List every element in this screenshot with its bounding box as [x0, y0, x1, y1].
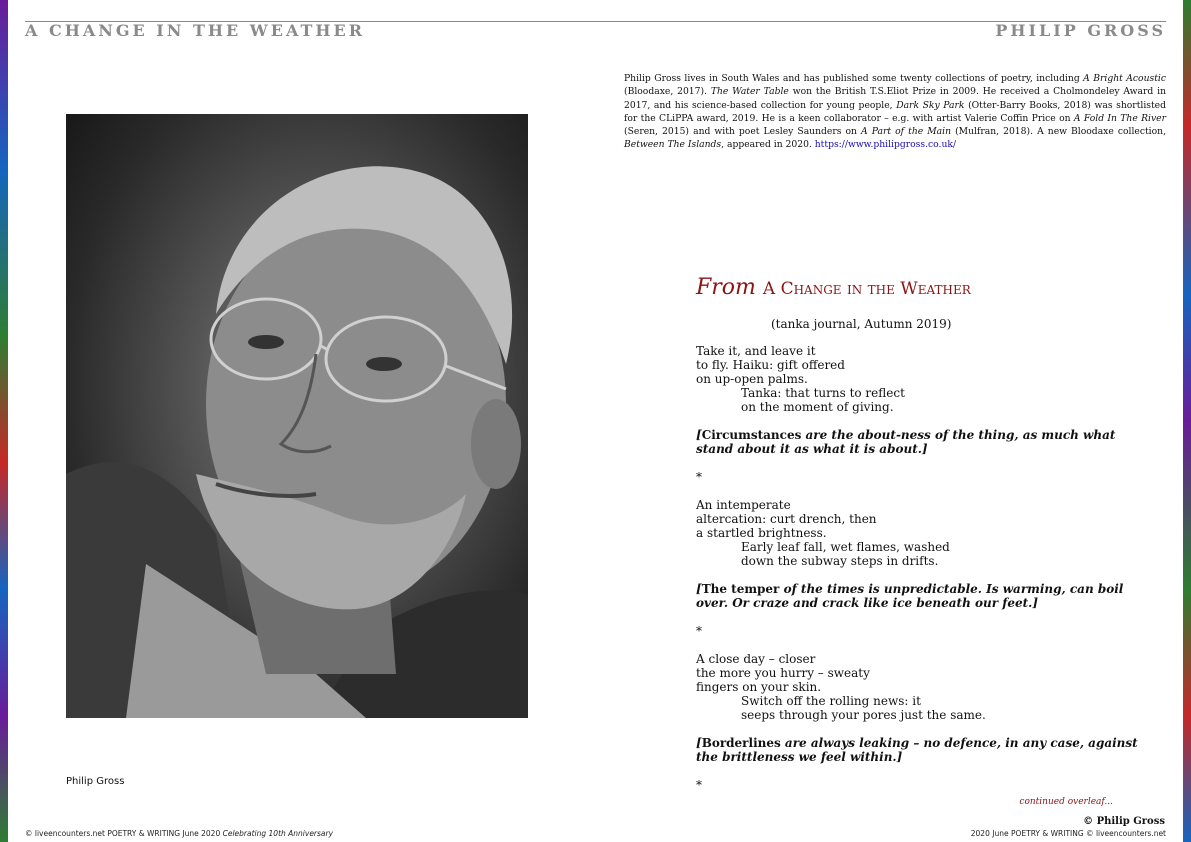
bio-text: (Seren, 2015) and with poet Lesley Saunders on	[624, 126, 862, 138]
copyright-notice: © Philip Gross	[1083, 816, 1165, 827]
stanza-separator: *	[696, 470, 702, 484]
poem-line: An intemperate	[696, 498, 791, 512]
poem-title-main: A Change in the Weather	[762, 279, 971, 299]
bio-book-title: Dark Sky Park	[896, 99, 965, 111]
photo-caption: Philip Gross	[66, 776, 125, 787]
bio-text: Philip Gross lives in South Wales and has published some twenty collections of poetry, including	[624, 73, 1084, 84]
poem-title	[696, 275, 971, 300]
poem-line: down the subway steps in drifts.	[741, 554, 939, 568]
poem-line: Take it, and leave it	[696, 344, 816, 358]
poem-line: fingers on your skin.	[696, 680, 822, 694]
bio-text: won the British T.S.Eliot Prize in 2009. He received a Cholmondeley Award in 2017, and his science-based collection for young people,	[624, 86, 1166, 111]
bio-text: , appeared in 2020.	[721, 139, 815, 151]
bio-book-title: A Bright Acoustic	[1083, 73, 1166, 84]
poem-note-text: are always leaking – no defence, in any case, against the brittleness we feel within.]	[696, 736, 1138, 764]
stanza-separator: *	[696, 624, 702, 638]
stanza-separator: *	[696, 778, 702, 792]
bio-text: (Mulfran, 2018). A new Bloodaxe collection,	[951, 126, 1166, 138]
footer-left	[25, 829, 333, 838]
header-title-right: PHILIP GROSS	[995, 21, 1166, 40]
poem-title-from: From	[696, 275, 756, 300]
bio-text: (Otter-Barry Books, 2018) was shortlisted for the CLiPPA award, 2019. He is a keen collaborator – e.g. with artist Valerie Coffin Price on	[624, 99, 1166, 124]
poem-note-text: are the about-ness of the thing, as much what stand about it as what it is about.]	[696, 428, 1116, 456]
poem-line: on up-open palms.	[696, 372, 808, 386]
poem-line: the more you hurry – sweaty	[696, 666, 870, 680]
bio-book-title: A Part of the Main	[861, 126, 952, 138]
right-edge-decoration	[1183, 0, 1191, 842]
author-bio	[624, 72, 1166, 152]
poem-line: Early leaf fall, wet flames, washed	[741, 540, 950, 554]
poem-note: [Circumstances are the about-ness of the thing, as much what stand about it as what it is about.]	[696, 428, 1116, 456]
author-website-link[interactable]: https://www.philipgross.co.uk/	[814, 139, 957, 151]
poem-line: a startled brightness.	[696, 526, 827, 540]
continued-overleaf-note: continued overleaf...	[1019, 797, 1113, 807]
poem-line: altercation: curt drench, then	[696, 512, 877, 526]
poem-note: [Borderlines are always leaking – no defence, in any case, against the brittleness we feel within.]	[696, 736, 1138, 764]
bio-book-title: A Fold In The River	[1073, 112, 1166, 124]
bio-book-title: The Water Table	[710, 86, 789, 98]
poem-line: Switch off the rolling news: it	[741, 694, 921, 708]
poem-note-text: of the times is unpredictable. Is warming, can boil over. Or craze and crack like ice beneath our feet.]	[696, 582, 1124, 610]
poem-subtitle: (tanka journal, Autumn 2019)	[771, 317, 952, 331]
poem-note-keyword: Circumstances	[701, 428, 802, 442]
poem-note-keyword: Borderlines	[701, 736, 781, 750]
bio-text: (Bloodaxe, 2017).	[624, 86, 711, 98]
poem-body	[696, 344, 1156, 792]
left-edge-decoration	[0, 0, 8, 842]
poem-line: A close day – closer	[696, 652, 816, 666]
footer-right: 2020 June POETRY & WRITING © liveencounters.net	[970, 829, 1166, 838]
header-title-left: A CHANGE IN THE WEATHER	[25, 21, 365, 40]
poem-line: on the moment of giving.	[741, 400, 894, 414]
footer-left-italic: Celebrating 10th Anniversary	[222, 829, 334, 838]
footer-left-text: © liveencounters.net POETRY & WRITING June 2020	[25, 829, 221, 838]
poem-line: seeps through your pores just the same.	[741, 708, 986, 722]
poem-note-keyword: The temper	[701, 582, 780, 596]
bio-book-title: Between The Islands	[624, 139, 722, 151]
poem-line: to fly. Haiku: gift offered	[696, 358, 845, 372]
poem-note: [The temper of the times is unpredictable. Is warming, can boil over. Or craze and crack like ice beneath our feet.]	[696, 582, 1124, 610]
author-portrait	[66, 114, 528, 718]
poem-line: Tanka: that turns to reflect	[741, 386, 905, 400]
